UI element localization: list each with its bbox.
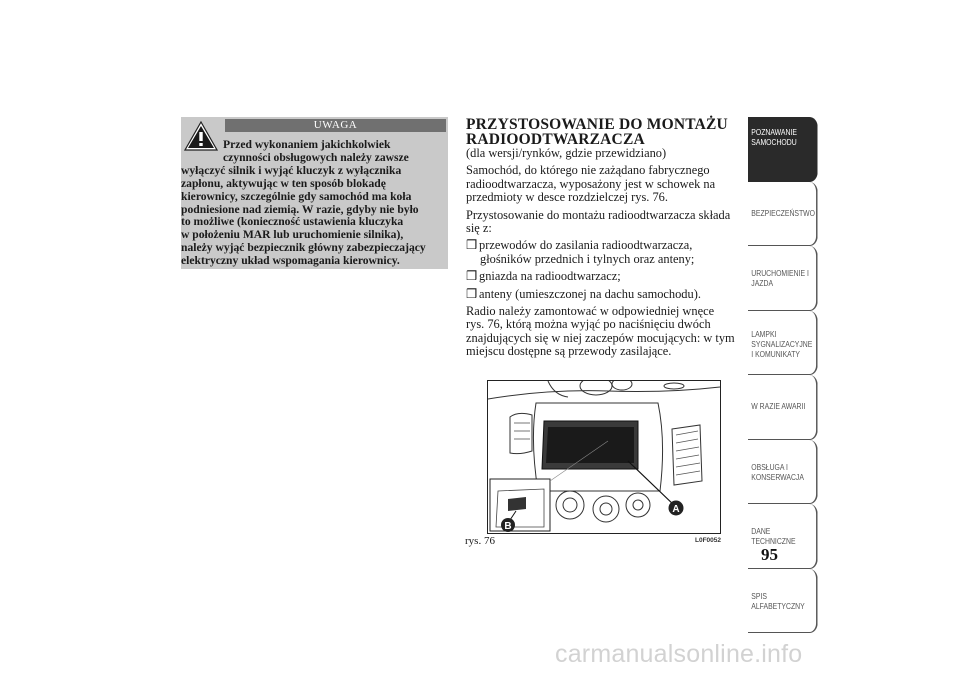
tab-bezpieczenstwo[interactable]	[748, 182, 818, 247]
list-item	[466, 288, 741, 301]
dashboard-figure	[487, 380, 721, 534]
tab-poznawanie-samochodu[interactable]	[748, 117, 818, 182]
warning-line: to możliwe (konieczność ustawienia kluczyka	[181, 215, 404, 229]
checkbox-bullet-icon: ❒	[466, 269, 478, 284]
figure-caption: rys. 76	[465, 535, 495, 547]
list-item-text: głośników przednich i tylnych oraz anteny;	[480, 251, 695, 266]
paragraph-components	[466, 209, 741, 236]
tab-obsluga-i-konserwacja[interactable]	[748, 440, 818, 505]
dashboard-illustration	[488, 381, 720, 533]
tab-uruchomienie-i-jazda[interactable]	[748, 246, 818, 311]
chapter-tabs	[748, 117, 818, 633]
watermark: carmanualsonline.info	[555, 640, 803, 668]
main-column	[466, 117, 741, 359]
tab-label: LAMPKI	[751, 328, 777, 339]
section-title-line1: PRZYSTOSOWANIE DO MONTAŻU	[466, 116, 728, 133]
warning-line: podniesione nad ziemią. W razie, gdyby nie było	[181, 202, 419, 216]
tab-label: DANE	[751, 526, 771, 536]
warning-box	[181, 117, 448, 269]
tab-lampki-sygnalizacyjne[interactable]	[748, 311, 818, 376]
paragraph-intro	[466, 164, 741, 204]
section-title-line2: RADIOODTWARZACZA	[466, 131, 645, 148]
list-item-text: anteny (umieszczonej na dachu samochodu).	[479, 286, 701, 301]
tab-label: SYGNALIZACYJNE	[751, 338, 813, 349]
tab-w-razie-awarii[interactable]	[748, 375, 818, 440]
warning-header: UWAGA	[225, 119, 446, 132]
section-title	[466, 117, 741, 147]
warning-line: należy wyjąć bezpiecznik główny zabezpieczający	[181, 241, 426, 255]
list-item	[466, 239, 741, 266]
tab-label: OBSŁUGA I	[751, 461, 788, 472]
tab-label: KONSERWACJA	[751, 471, 804, 482]
list-item-text: gniazda na radioodtwarzacz;	[479, 269, 621, 284]
paragraph-install	[466, 305, 741, 359]
warning-line: w położeniu MAR lub uruchomienie silnika),	[181, 228, 404, 242]
checkbox-bullet-icon: ❒	[466, 286, 478, 301]
warning-line: kierownicy, szczególnie gdy samochód ma koła	[181, 189, 412, 203]
text-line: Przystosowanie do montażu radioodtwarzacza składa	[466, 207, 731, 222]
tab-label: TECHNICZNE	[751, 536, 796, 546]
tab-spis-alfabetyczny[interactable]	[748, 569, 818, 634]
tab-label: SAMOCHODU	[751, 137, 797, 147]
text-line: przedmioty w desce rozdzielczej rys. 76.	[466, 190, 668, 205]
tab-label: URUCHOMIENIE I	[751, 268, 809, 278]
warning-line: wyłączyć silnik i wyjąć kluczyk z wyłącznika	[181, 163, 402, 177]
list-item	[466, 270, 741, 283]
page-number: 95	[761, 545, 778, 564]
list-item-text: przewodów do zasilania radioodtwarzacza,	[479, 238, 693, 253]
tab-label: SPIS	[751, 590, 767, 601]
text-line: radioodtwarzacza, wyposażony jest w schowek na	[466, 176, 716, 191]
figure-code: L0F0052	[695, 537, 722, 544]
tab-label: ALFABETYCZNY	[751, 600, 805, 611]
figure-label-b: B	[504, 521, 512, 532]
tab-label: I KOMUNIKATY	[751, 348, 800, 359]
section-subtitle: (dla wersji/rynków, gdzie przewidziano)	[466, 146, 667, 160]
tab-dane-techniczne[interactable]	[748, 504, 818, 569]
tab-label: JAZDA	[751, 278, 774, 288]
text-line: Samochód, do którego nie zażądano fabrycznego	[466, 163, 710, 178]
checkbox-bullet-icon: ❒	[466, 238, 478, 253]
warning-line: czynności obsługowych należy zawsze	[223, 150, 409, 164]
warning-line: elektryczny układ wspomagania kierownicy.	[181, 254, 400, 268]
text-line: miejscu dostępne są przewody zasilające.	[466, 344, 672, 359]
tab-label: W RAZIE AWARII	[751, 401, 806, 411]
figure-label-a: A	[672, 504, 680, 515]
text-line: się z:	[466, 221, 492, 236]
tab-label: POZNAWANIE	[751, 127, 797, 137]
warning-line: Przed wykonaniem jakichkolwiek	[223, 138, 391, 151]
text-line: rys. 76, którą można wyjąć po naciśnięciu dwóch	[466, 317, 711, 332]
tab-label: BEZPIECZEŃSTWO	[751, 207, 816, 218]
warning-text	[181, 139, 446, 268]
text-line: znajdujących się w niej zaczepów mocujących: w tym	[466, 330, 735, 345]
text-line: Radio należy zamontować w odpowiedniej wnęce	[466, 304, 715, 319]
warning-line: zapłonu, aktywując w ten sposób blokadę	[181, 176, 386, 190]
